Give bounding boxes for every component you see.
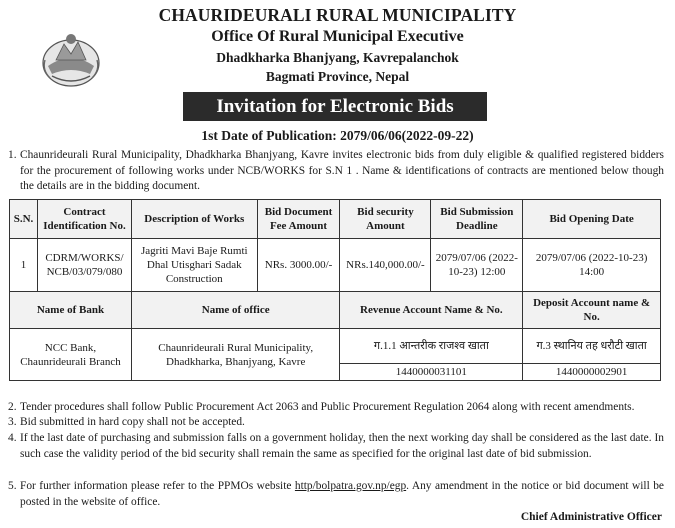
col-header-deposit: Deposit Account name & No.: [523, 292, 661, 329]
cell-deadline: 2079/07/06 (2022-10-23) 12:00: [431, 239, 523, 292]
cell-revenue-no: 1440000031101: [340, 364, 523, 381]
intro-number: 1.: [8, 149, 17, 161]
note-number: 5.: [8, 480, 17, 492]
cell-deposit-no: 1440000002901: [523, 364, 661, 381]
note-4: [8, 431, 664, 462]
note-2: [8, 400, 664, 416]
col-header-description: Description of Works: [131, 200, 257, 239]
cell-sn: 1: [10, 239, 38, 292]
bank-table-header-row: [10, 292, 661, 329]
note-text-after-link: . Any amendment in the notice or bid document will be posted in the website of office.: [20, 480, 664, 508]
cell-bank: NCC Bank, Chaunrideurali Branch: [10, 329, 132, 381]
note-number: 4.: [8, 432, 17, 444]
address-line-2: Bagmati Province, Nepal: [265, 69, 410, 84]
col-header-sn: S.N.: [10, 200, 38, 239]
col-header-bank: Name of Bank: [10, 292, 132, 329]
intro-text: Chaunrideurali Rural Municipality, Dhadkharka Bhanjyang, Kavre invites electronic bids from duly eligible & qualified registered bidders for the procurement of following works under NCB/WORKS for S.N 1 . Name & identifications of contracts are mentioned below though the details are in the bidding document.: [20, 149, 664, 193]
note-text-before-link: For further information please refer to the PPMOs website: [20, 480, 295, 492]
col-header-revenue: Revenue Account Name & No.: [340, 292, 523, 329]
ppmo-website-link[interactable]: http/bolpatra.gov.np/egp: [294, 480, 407, 492]
cell-fee: NRs. 3000.00/-: [257, 239, 340, 292]
col-header-security: Bid security Amount: [340, 200, 431, 239]
col-header-contract-id: Contract Identification No.: [37, 200, 131, 239]
note-3: [8, 415, 664, 431]
signoff-title: Chief Administrative Officer: [520, 511, 662, 523]
cell-office: Chaunrideurali Rural Municipality, Dhadkharka, Bhanjyang, Kavre: [131, 329, 340, 381]
table-row: [10, 239, 661, 292]
col-header-fee: Bid Document Fee Amount: [257, 200, 340, 239]
cell-contract-id: CDRM/WORKS/ NCB/03/079/080: [37, 239, 131, 292]
note-text: If the last date of purchasing and submission falls on a government holiday, then the next working day shall be considered as the last date. In such case the validity period of the bid security shall remain the same as specified for the original last date of bid submission.: [20, 432, 664, 460]
bid-details-table: [9, 199, 661, 381]
notice-title-banner: Invitation for Electronic Bids: [183, 92, 487, 121]
address-line-1: Dhadkharka Bhanjyang, Kavrepalanchok: [216, 50, 459, 65]
office-name: Office Of Rural Municipal Executive: [211, 28, 464, 45]
intro-paragraph: [8, 148, 664, 195]
table-row: [10, 329, 661, 364]
cell-deposit-name: ग.3 स्थानिय तह धरौटी खाता: [523, 329, 661, 364]
note-number: 3.: [8, 416, 17, 428]
cell-security: NRs.140,000.00/-: [340, 239, 431, 292]
municipality-name: CHAURIDEURALI RURAL MUNICIPALITY: [158, 5, 517, 25]
note-number: 2.: [8, 401, 17, 413]
note-5: [8, 479, 664, 510]
note-text: Tender procedures shall follow Public Procurement Act 2063 and Public Procurement Regulation 2064 along with recent amendments.: [20, 401, 635, 413]
bid-table-header-row: [10, 200, 661, 239]
cell-description: Jagriti Mavi Baje Rumti Dhal Utisghari Sadak Construction: [131, 239, 257, 292]
cell-opening: 2079/07/06 (2022-10-23) 14:00: [523, 239, 661, 292]
cell-revenue-name: ग.1.1 आन्तरीक राजश्व खाता: [340, 329, 523, 364]
col-header-office: Name of office: [131, 292, 340, 329]
col-header-deadline: Bid Submission Deadline: [431, 200, 523, 239]
col-header-opening: Bid Opening Date: [523, 200, 661, 239]
publication-date: 1st Date of Publication: 2079/06/06(2022-09-22): [201, 128, 474, 143]
note-text: Bid submitted in hard copy shall not be accepted.: [20, 416, 245, 428]
note-text: [8, 479, 664, 510]
